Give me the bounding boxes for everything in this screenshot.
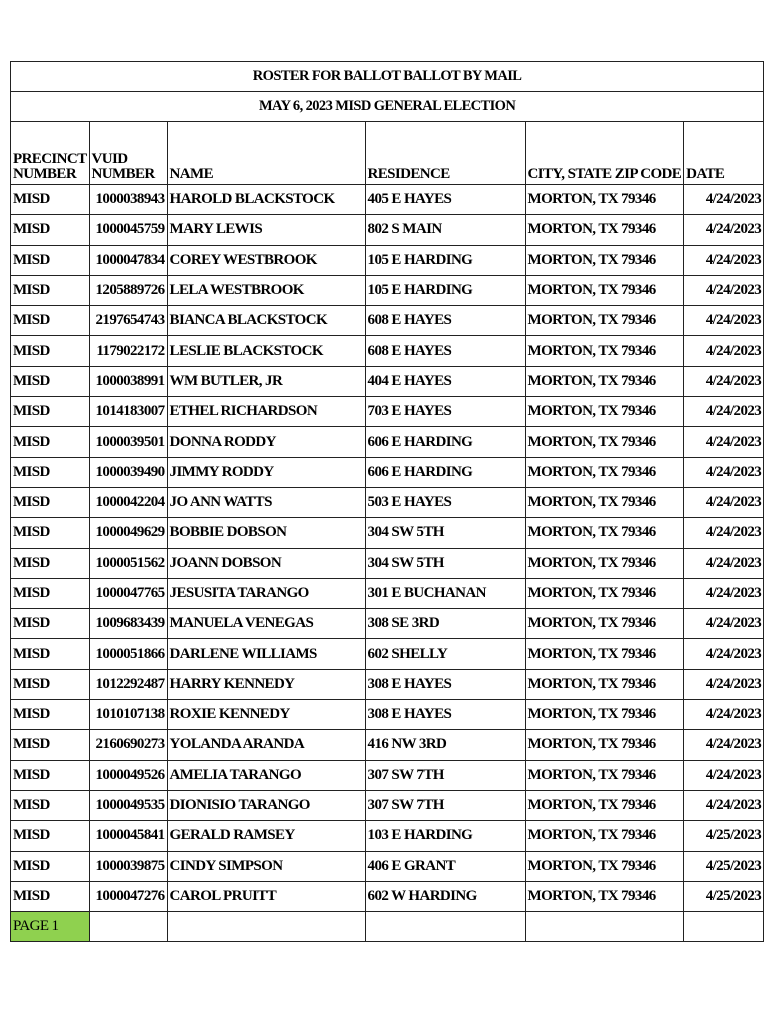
residence-cell: 416 NW 3RD (365, 730, 525, 760)
residence-cell: 608 E HAYES (365, 306, 525, 336)
vuid-cell: 1000051562 (89, 548, 167, 578)
header-city-state-zip: CITY, STATE ZIP CODE (525, 122, 684, 185)
vuid-cell: 1000049526 (89, 760, 167, 790)
date-cell: 4/24/2023 (684, 578, 764, 608)
vuid-cell: 2160690273 (89, 730, 167, 760)
name-cell: WM BUTLER, JR (167, 366, 365, 396)
precinct-cell: MISD (11, 487, 90, 517)
table-row (11, 306, 764, 336)
precinct-cell: MISD (11, 427, 90, 457)
header-vuid-line2: NUMBER (91, 166, 155, 182)
name-cell: LESLIE BLACKSTOCK (167, 336, 365, 366)
name-cell: CAROL PRUITT (167, 881, 365, 911)
date-cell: 4/24/2023 (684, 336, 764, 366)
city-cell: MORTON, TX 79346 (525, 518, 684, 548)
residence-cell: 304 SW 5TH (365, 548, 525, 578)
election-title: MAY 6, 2023 MISD GENERAL ELECTION (11, 92, 764, 122)
date-cell: 4/24/2023 (684, 306, 764, 336)
table-row (11, 669, 764, 699)
date-cell: 4/24/2023 (684, 518, 764, 548)
vuid-cell: 1000038991 (89, 366, 167, 396)
city-cell: MORTON, TX 79346 (525, 215, 684, 245)
precinct-cell: MISD (11, 518, 90, 548)
precinct-cell: MISD (11, 245, 90, 275)
header-precinct-number (11, 122, 90, 185)
empty-cell (525, 912, 684, 942)
name-cell: MARY LEWIS (167, 215, 365, 245)
vuid-cell: 1009683439 (89, 609, 167, 639)
date-cell: 4/24/2023 (684, 457, 764, 487)
table-row (11, 397, 764, 427)
residence-cell: 103 E HARDING (365, 821, 525, 851)
date-cell: 4/24/2023 (684, 760, 764, 790)
vuid-cell: 1000039875 (89, 851, 167, 881)
precinct-cell: MISD (11, 821, 90, 851)
header-vuid-line1: VUID (91, 151, 128, 167)
city-cell: MORTON, TX 79346 (525, 881, 684, 911)
precinct-cell: MISD (11, 760, 90, 790)
table-row (11, 609, 764, 639)
roster-table (10, 61, 764, 942)
date-cell: 4/24/2023 (684, 669, 764, 699)
date-cell: 4/24/2023 (684, 245, 764, 275)
vuid-cell: 1012292487 (89, 669, 167, 699)
city-cell: MORTON, TX 79346 (525, 790, 684, 820)
residence-cell: 105 E HARDING (365, 275, 525, 305)
header-name: NAME (167, 122, 365, 185)
precinct-cell: MISD (11, 366, 90, 396)
header-vuid-number (89, 122, 167, 185)
title-row-1 (11, 62, 764, 92)
header-date: DATE (684, 122, 764, 185)
date-cell: 4/24/2023 (684, 366, 764, 396)
table-row (11, 427, 764, 457)
precinct-cell: MISD (11, 730, 90, 760)
precinct-cell: MISD (11, 457, 90, 487)
date-cell: 4/24/2023 (684, 609, 764, 639)
vuid-cell: 1000051866 (89, 639, 167, 669)
name-cell: COREY WESTBROOK (167, 245, 365, 275)
name-cell: ROXIE KENNEDY (167, 700, 365, 730)
date-cell: 4/24/2023 (684, 487, 764, 517)
residence-cell: 406 E GRANT (365, 851, 525, 881)
name-cell: BOBBIE DOBSON (167, 518, 365, 548)
empty-cell (89, 912, 167, 942)
residence-cell: 301 E BUCHANAN (365, 578, 525, 608)
precinct-cell: MISD (11, 881, 90, 911)
table-row (11, 700, 764, 730)
table-row (11, 185, 764, 215)
name-cell: YOLANDA ARANDA (167, 730, 365, 760)
vuid-cell: 1000038943 (89, 185, 167, 215)
roster-title: ROSTER FOR BALLOT BALLOT BY MAIL (11, 62, 764, 92)
name-cell: DIONISIO TARANGO (167, 790, 365, 820)
header-precinct-line1: PRECINCT (13, 151, 87, 167)
vuid-cell: 1000047834 (89, 245, 167, 275)
date-cell: 4/25/2023 (684, 851, 764, 881)
city-cell: MORTON, TX 79346 (525, 821, 684, 851)
table-row (11, 245, 764, 275)
table-row (11, 881, 764, 911)
vuid-cell: 1179022172 (89, 336, 167, 366)
name-cell: JOANN DOBSON (167, 548, 365, 578)
table-row (11, 366, 764, 396)
name-cell: JIMMY RODDY (167, 457, 365, 487)
name-cell: DARLENE WILLIAMS (167, 639, 365, 669)
residence-cell: 802 S MAIN (365, 215, 525, 245)
vuid-cell: 2197654743 (89, 306, 167, 336)
name-cell: ETHEL RICHARDSON (167, 397, 365, 427)
city-cell: MORTON, TX 79346 (525, 760, 684, 790)
precinct-cell: MISD (11, 669, 90, 699)
table-row (11, 730, 764, 760)
table-row (11, 790, 764, 820)
table-row (11, 821, 764, 851)
city-cell: MORTON, TX 79346 (525, 457, 684, 487)
table-row (11, 548, 764, 578)
date-cell: 4/24/2023 (684, 730, 764, 760)
table-row (11, 336, 764, 366)
vuid-cell: 1000039490 (89, 457, 167, 487)
name-cell: AMELIA TARANGO (167, 760, 365, 790)
residence-cell: 308 E HAYES (365, 669, 525, 699)
name-cell: MANUELA VENEGAS (167, 609, 365, 639)
vuid-cell: 1000049535 (89, 790, 167, 820)
precinct-cell: MISD (11, 851, 90, 881)
residence-cell: 307 SW 7TH (365, 790, 525, 820)
table-row (11, 215, 764, 245)
residence-cell: 703 E HAYES (365, 397, 525, 427)
residence-cell: 307 SW 7TH (365, 760, 525, 790)
city-cell: MORTON, TX 79346 (525, 578, 684, 608)
name-cell: CINDY SIMPSON (167, 851, 365, 881)
table-row (11, 487, 764, 517)
city-cell: MORTON, TX 79346 (525, 487, 684, 517)
precinct-cell: MISD (11, 578, 90, 608)
table-row (11, 518, 764, 548)
name-cell: DONNA RODDY (167, 427, 365, 457)
vuid-cell: 1000042204 (89, 487, 167, 517)
vuid-cell: 1000047276 (89, 881, 167, 911)
precinct-cell: MISD (11, 336, 90, 366)
residence-cell: 608 E HAYES (365, 336, 525, 366)
vuid-cell: 1205889726 (89, 275, 167, 305)
city-cell: MORTON, TX 79346 (525, 245, 684, 275)
title-row-2 (11, 92, 764, 122)
vuid-cell: 1000045841 (89, 821, 167, 851)
empty-cell (684, 912, 764, 942)
precinct-cell: MISD (11, 397, 90, 427)
city-cell: MORTON, TX 79346 (525, 427, 684, 457)
header-residence: RESIDENCE (365, 122, 525, 185)
table-row (11, 457, 764, 487)
name-cell: LELA WESTBROOK (167, 275, 365, 305)
vuid-cell: 1010107138 (89, 700, 167, 730)
residence-cell: 602 W HARDING (365, 881, 525, 911)
name-cell: GERALD RAMSEY (167, 821, 365, 851)
city-cell: MORTON, TX 79346 (525, 306, 684, 336)
city-cell: MORTON, TX 79346 (525, 700, 684, 730)
vuid-cell: 1000049629 (89, 518, 167, 548)
vuid-cell: 1014183007 (89, 397, 167, 427)
date-cell: 4/24/2023 (684, 548, 764, 578)
name-cell: JO ANN WATTS (167, 487, 365, 517)
date-cell: 4/24/2023 (684, 397, 764, 427)
vuid-cell: 1000047765 (89, 578, 167, 608)
city-cell: MORTON, TX 79346 (525, 730, 684, 760)
vuid-cell: 1000045759 (89, 215, 167, 245)
table-row (11, 275, 764, 305)
date-cell: 4/24/2023 (684, 700, 764, 730)
precinct-cell: MISD (11, 790, 90, 820)
residence-cell: 308 E HAYES (365, 700, 525, 730)
residence-cell: 308 SE 3RD (365, 609, 525, 639)
empty-cell (167, 912, 365, 942)
residence-cell: 503 E HAYES (365, 487, 525, 517)
city-cell: MORTON, TX 79346 (525, 336, 684, 366)
name-cell: HARRY KENNEDY (167, 669, 365, 699)
residence-cell: 404 E HAYES (365, 366, 525, 396)
vuid-cell: 1000039501 (89, 427, 167, 457)
column-header-row (11, 122, 764, 185)
name-cell: HAROLD BLACKSTOCK (167, 185, 365, 215)
table-row (11, 851, 764, 881)
city-cell: MORTON, TX 79346 (525, 669, 684, 699)
name-cell: BIANCA BLACKSTOCK (167, 306, 365, 336)
city-cell: MORTON, TX 79346 (525, 639, 684, 669)
city-cell: MORTON, TX 79346 (525, 397, 684, 427)
precinct-cell: MISD (11, 639, 90, 669)
residence-cell: 602 SHELLY (365, 639, 525, 669)
precinct-cell: MISD (11, 548, 90, 578)
precinct-cell: MISD (11, 275, 90, 305)
residence-cell: 304 SW 5TH (365, 518, 525, 548)
precinct-cell: MISD (11, 185, 90, 215)
precinct-cell: MISD (11, 700, 90, 730)
residence-cell: 105 E HARDING (365, 245, 525, 275)
residence-cell: 606 E HARDING (365, 427, 525, 457)
table-row (11, 578, 764, 608)
city-cell: MORTON, TX 79346 (525, 275, 684, 305)
date-cell: 4/24/2023 (684, 185, 764, 215)
city-cell: MORTON, TX 79346 (525, 185, 684, 215)
date-cell: 4/24/2023 (684, 790, 764, 820)
header-precinct-line2: NUMBER (13, 166, 77, 182)
date-cell: 4/24/2023 (684, 275, 764, 305)
date-cell: 4/24/2023 (684, 639, 764, 669)
page-footer-row (11, 912, 764, 942)
date-cell: 4/24/2023 (684, 427, 764, 457)
residence-cell: 606 E HARDING (365, 457, 525, 487)
city-cell: MORTON, TX 79346 (525, 366, 684, 396)
empty-cell (365, 912, 525, 942)
date-cell: 4/25/2023 (684, 881, 764, 911)
city-cell: MORTON, TX 79346 (525, 851, 684, 881)
table-row (11, 639, 764, 669)
city-cell: MORTON, TX 79346 (525, 548, 684, 578)
date-cell: 4/25/2023 (684, 821, 764, 851)
residence-cell: 405 E HAYES (365, 185, 525, 215)
page-label: PAGE 1 (11, 912, 90, 942)
precinct-cell: MISD (11, 609, 90, 639)
precinct-cell: MISD (11, 306, 90, 336)
date-cell: 4/24/2023 (684, 215, 764, 245)
city-cell: MORTON, TX 79346 (525, 609, 684, 639)
precinct-cell: MISD (11, 215, 90, 245)
table-row (11, 760, 764, 790)
name-cell: JESUSITA TARANGO (167, 578, 365, 608)
